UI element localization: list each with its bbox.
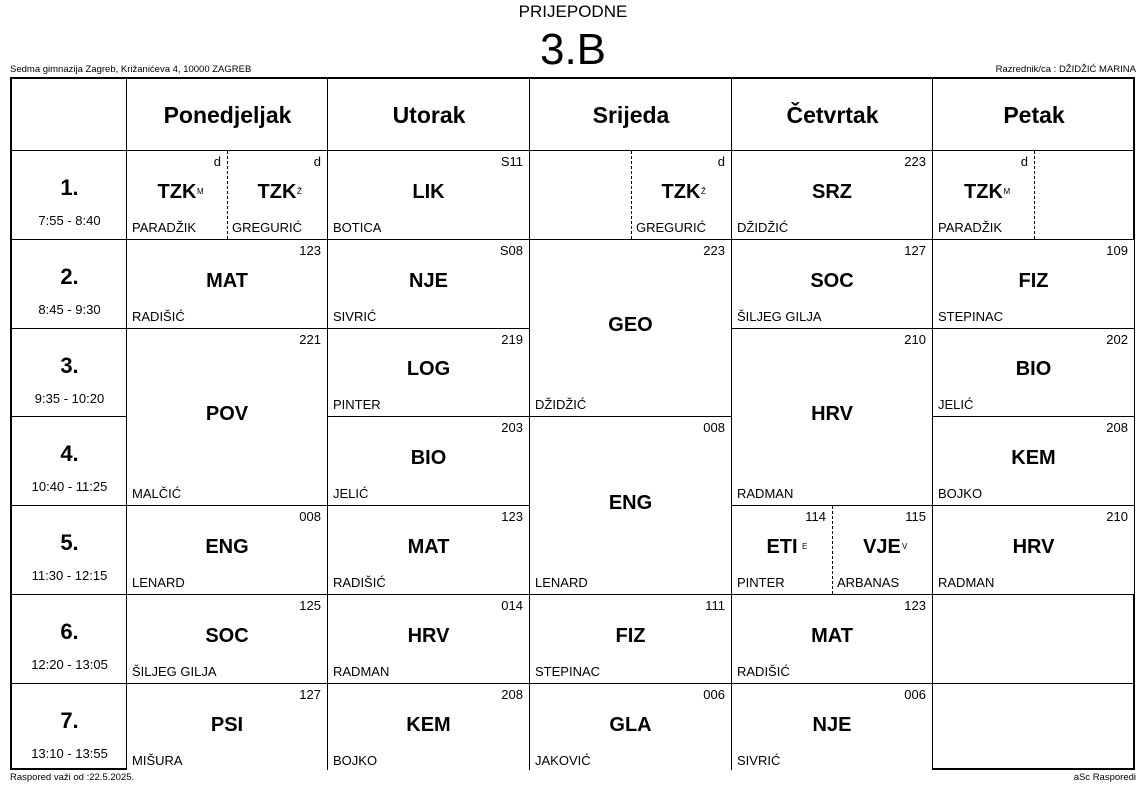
room-number: 219 [501,331,523,347]
teacher-name: JELIĆ [938,397,974,413]
subject-code: GLA [609,713,652,736]
lesson-cell [933,240,1134,328]
room-number: 210 [904,331,926,347]
teacher-name: PARADŽIK [938,219,1003,235]
room-number: 125 [299,598,321,613]
teacher-name: ŠILJEG GILJA [737,308,822,324]
teacher-name: BOTICA [333,219,382,235]
subject-code: KEM [1011,447,1056,470]
subject-code: ENG [608,491,653,514]
lesson-cell [328,595,529,683]
lesson-cell [127,151,227,239]
room-number: 008 [299,509,321,525]
lesson-cell [328,240,529,328]
room-number: 123 [299,242,321,258]
teacher-name: ARBANAS [837,574,900,590]
lesson-cell [631,151,731,239]
subject-code: SOC [810,269,854,292]
room-number: 109 [1106,242,1128,258]
subject-code: BIO [1015,358,1052,381]
group-split-line [227,151,228,239]
lesson-cell [127,329,327,506]
period-cell [12,240,127,329]
lesson-cell [732,684,932,772]
period-number: 1. [60,175,79,200]
lesson-cell [933,417,1134,505]
period-time: 13:10 - 13:55 [31,745,108,761]
school-info: Sedma gimnazija Zagreb, Križanićeva 4, 10000 ZAGREB [10,64,252,75]
day-header: Srijeda [592,101,670,128]
teacher-name: PINTER [333,397,381,413]
teacher-name: LENARD [535,574,588,590]
lesson-cell [127,684,327,772]
room-number: 115 [905,509,926,525]
teacher-name: BOJKO [938,486,983,502]
day-header: Ponedjeljak [163,101,292,128]
lesson-cell [732,329,932,506]
lesson-cell [530,417,731,594]
lesson-cell [732,240,932,328]
period-cell [12,684,127,773]
subject-code: ETI [766,536,798,559]
subject-code: TZK [257,180,297,203]
lesson-cell [328,151,529,239]
lesson-cell [328,329,529,417]
teacher-name: GREGURIĆ [232,219,303,235]
subject-code: MAT [407,536,450,559]
room-number: 006 [904,686,926,702]
teacher-name: MALČIĆ [132,486,182,502]
room-number: 114 [805,509,826,525]
room-number: 014 [501,598,523,613]
subject-code: GEO [608,314,653,337]
teacher-name: SIVRIĆ [737,752,781,768]
teacher-name: RADIŠIĆ [132,308,185,324]
lesson-cell [227,151,327,239]
room-number: 223 [904,154,926,169]
room-number: 223 [703,242,725,258]
room-number: d [313,154,321,169]
day-header: Utorak [392,101,466,128]
period-number: 3. [60,352,79,378]
homeroom-teacher: Razrednik/ca : DŽIDŽIĆ MARINA [995,64,1136,75]
subject-code: KEM [406,713,451,736]
teacher-name: DŽIDŽIĆ [535,397,587,413]
lesson-cell [732,506,832,594]
group-tag: Ž [297,186,302,196]
period-cell [12,151,127,240]
subject-code: HRV [811,402,853,425]
lesson-cell [127,506,327,594]
subject-code: FIZ [615,624,646,647]
period-time: 7:55 - 8:40 [38,213,101,228]
teacher-name: SIVRIĆ [333,308,377,324]
period-cell [12,329,127,418]
teacher-name: MIŠURA [132,752,183,768]
subject-code: SOC [205,624,249,647]
group-tag: Ž [701,186,706,196]
room-number: 111 [705,598,725,613]
teacher-name: BOJKO [333,752,378,768]
teacher-name: JAKOVIĆ [535,752,591,768]
class-title: 3.B [539,25,607,74]
period-number: 6. [60,619,79,644]
teacher-name: RADMAN [938,574,995,590]
subject-code: BIO [410,447,447,470]
room-number: d [213,154,221,169]
subject-code: TZK [157,180,197,203]
period-cell [12,417,127,506]
lesson-cell [127,595,327,683]
room-number: 202 [1106,331,1128,347]
subject-code: LOG [406,358,451,381]
subject-code: TZK [661,180,701,203]
subject-code: MAT [206,269,248,292]
period-time: 10:40 - 11:25 [31,479,108,495]
lesson-cell [732,151,932,239]
valid-from: Raspored važi od :22.5.2025. [10,772,135,783]
day-header: Četvrtak [786,101,879,128]
teacher-name: JELIĆ [333,486,369,502]
subject-code: LIK [412,180,445,203]
lesson-cell [530,595,731,683]
group-tag: M [1003,186,1011,196]
lesson-cell [933,506,1134,594]
period-time: 12:20 - 13:05 [31,657,108,672]
room-number: 208 [1106,420,1128,436]
teacher-name: LENARD [132,574,185,590]
room-number: 123 [904,598,926,613]
subject-code: SRZ [812,180,852,203]
subject-code: ENG [205,536,249,559]
room-number: d [717,154,725,169]
subject-code: HRV [1012,536,1055,559]
lesson-cell [832,506,932,594]
software-credit: aSc Rasporedi [1073,772,1136,783]
group-split-line [631,151,632,239]
room-number: 006 [703,686,725,702]
lesson-cell [328,684,529,772]
period-cell [12,506,127,595]
teacher-name: RADMAN [333,663,390,679]
room-number: 203 [501,420,523,436]
group-split-line [1034,151,1035,239]
teacher-name: GREGURIĆ [636,219,707,235]
teacher-name: RADIŠIĆ [333,574,386,590]
subject-code: PSI [210,713,244,736]
teacher-name: ŠILJEG GILJA [132,663,217,679]
timetable-grid [10,77,1135,770]
subject-code: NJE [812,713,852,736]
period-cell [12,595,127,684]
group-tag: M [197,186,204,196]
room-number: 210 [1106,509,1128,525]
room-number: 221 [299,331,321,347]
room-number: 123 [501,509,523,525]
lesson-cell [127,240,327,328]
period-time: 11:30 - 12:15 [31,568,108,584]
group-tag: E [802,542,808,552]
teacher-name: DŽIDŽIĆ [737,219,789,235]
day-header: Petak [1003,101,1065,128]
subject-code: TZK [964,180,1003,203]
room-number: 008 [703,420,725,436]
lesson-cell [530,684,731,772]
period-number: 5. [60,530,79,556]
subject-code: FIZ [1018,269,1049,292]
group-split-line [832,506,833,594]
room-number: 127 [299,686,321,702]
teacher-name: RADMAN [737,486,794,502]
room-number: S11 [500,154,523,169]
period-number: 2. [60,263,79,289]
room-number: 208 [501,686,523,702]
teacher-name: STEPINAC [535,663,601,679]
teacher-name: PINTER [737,574,785,590]
period-time: 8:45 - 9:30 [38,301,101,317]
period-time: 9:35 - 10:20 [34,390,105,406]
lesson-cell [933,151,1034,239]
lesson-cell [732,595,932,683]
subject-code: VJE [863,536,901,559]
room-number: S08 [499,242,523,258]
period-number: 4. [60,441,79,467]
subject-code: NJE [409,269,448,292]
group-tag: V [902,542,908,552]
subject-code: MAT [811,624,853,647]
lesson-cell [328,417,529,505]
shift-label: PRIJEPODNE [518,2,628,21]
lesson-cell [328,506,529,594]
lesson-cell [530,240,731,417]
subject-code: HRV [407,624,450,647]
room-number: d [1020,154,1028,169]
room-number: 127 [904,242,926,258]
teacher-name: RADIŠIĆ [737,663,790,679]
period-number: 7. [60,707,79,733]
subject-code: POV [205,402,249,425]
lesson-cell [933,329,1134,417]
teacher-name: PARADŽIK [132,219,197,235]
teacher-name: STEPINAC [938,308,1004,324]
